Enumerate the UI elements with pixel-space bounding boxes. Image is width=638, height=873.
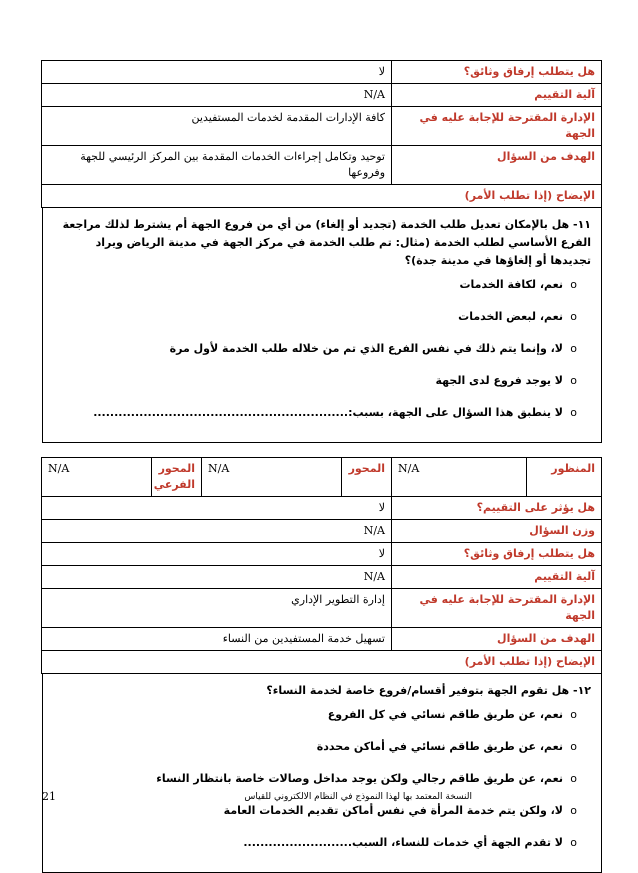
radio-circle-icon[interactable]: o (570, 374, 577, 387)
row-value: توحيد وتكامل إجراءات الخدمات المقدمة بين المركز الرئيسي للجهة وفروعها (42, 146, 392, 185)
row-value: N/A (42, 84, 392, 107)
row-label: هل يتطلب إرفاق وثائق؟ (392, 543, 602, 566)
row-label: الإدارة المقترحة للإجابة عليه في الجهة (392, 589, 602, 628)
table-row (42, 84, 602, 107)
row-value: لا (42, 497, 392, 520)
table-row (42, 61, 602, 84)
answer-option[interactable] (53, 738, 577, 756)
row-label: الإيضاح (إذا تطلب الأمر) (42, 185, 602, 208)
row-value: تسهيل خدمة المستفيدين من النساء (42, 628, 392, 651)
axis-label: المحور (342, 458, 392, 497)
perspective-label: المنظور (527, 458, 602, 497)
answer-options (53, 276, 591, 422)
answer-option[interactable] (53, 770, 577, 788)
answer-option[interactable] (53, 404, 577, 422)
subaxis-label: المحور الفرعي (152, 458, 202, 497)
option-label: لا تقدم الجهة أي خدمات للنساء، السبب.......................... (243, 836, 563, 849)
radio-circle-icon[interactable]: o (570, 310, 577, 323)
question-12-meta-table (41, 457, 602, 674)
table-row (42, 146, 602, 185)
question-text: ١٢- هل تقوم الجهة بتوفير أقسام/فروع خاصة لخدمة النساء؟ (266, 684, 591, 697)
table-row (42, 107, 602, 146)
row-label: الهدف من السؤال (392, 146, 602, 185)
radio-circle-icon[interactable]: o (570, 836, 577, 849)
answer-option[interactable] (53, 340, 577, 358)
row-label: آلية التقييم (392, 566, 602, 589)
row-label: الإدارة المقترحة للإجابة عليه في الجهة (392, 107, 602, 146)
table-row (42, 651, 602, 674)
radio-circle-icon[interactable]: o (570, 278, 577, 291)
table-row (42, 589, 602, 628)
row-value: لا (42, 543, 392, 566)
row-value: إدارة التطوير الإداري (42, 589, 392, 628)
table-row (42, 628, 602, 651)
option-label: نعم، لكافة الخدمات (459, 278, 563, 291)
answer-option[interactable] (53, 276, 577, 294)
footer-note: النسخة المعتمد بها لهذا النموذج في النظام الالكتروني للقياس (244, 792, 472, 802)
radio-circle-icon[interactable]: o (570, 804, 577, 817)
option-label: نعم، عن طريق طاقم نسائي في أماكن محددة (316, 740, 563, 753)
table-row (42, 566, 602, 589)
answer-option[interactable] (53, 802, 577, 820)
perspective-value: N/A (392, 458, 527, 497)
answer-option[interactable] (53, 834, 577, 852)
row-label: الإيضاح (إذا تطلب الأمر) (42, 651, 602, 674)
form-page (42, 60, 602, 873)
radio-circle-icon[interactable]: o (570, 740, 577, 753)
table-row (42, 520, 602, 543)
axis-value: N/A (202, 458, 342, 497)
option-label: نعم، عن طريق طاقم رجالي ولكن يوجد مداخل وصالات خاصة بانتظار النساء (156, 772, 563, 785)
answer-option[interactable] (53, 308, 577, 326)
table-row (42, 458, 602, 497)
option-label: لا، وإنما يتم ذلك في نفس الفرع الذي تم من خلاله طلب الخدمة لأول مرة (169, 342, 563, 355)
answer-option[interactable] (53, 372, 577, 390)
page-number: 21 (42, 790, 56, 803)
row-value: N/A (42, 566, 392, 589)
table-row (42, 543, 602, 566)
table-row (42, 497, 602, 520)
question-12-box (42, 674, 602, 873)
row-label: وزن السؤال (392, 520, 602, 543)
option-label: نعم، لبعض الخدمات (458, 310, 563, 323)
question-text: ١١- هل بالإمكان تعديل طلب الخدمة (تجديد أو إلغاء) من أي من فروع الجهة أم يشترط لذلك مراجعة الفرع الأساسي لطلب الخدمة (مثال: تم طلب الخدمة في مركز الجهة في مدينة الرياض ويراد تجديدها أو إلغاؤها في مدينة جدة)؟ (62, 218, 591, 267)
option-label: نعم، عن طريق طاقم نسائي في كل الفروع (327, 708, 563, 721)
question-11-meta-table (41, 60, 602, 208)
row-label: الهدف من السؤال (392, 628, 602, 651)
option-label: لا يوجد فروع لدى الجهة (435, 374, 563, 387)
table-row (42, 185, 602, 208)
option-label: لا ينطبق هذا السؤال على الجهة، بسبب:............................................................. (93, 406, 563, 419)
radio-circle-icon[interactable]: o (570, 772, 577, 785)
row-value: N/A (42, 520, 392, 543)
radio-circle-icon[interactable]: o (570, 342, 577, 355)
row-label: آلية التقييم (392, 84, 602, 107)
row-label: هل يتطلب إرفاق وثائق؟ (392, 61, 602, 84)
question-11-box (42, 208, 602, 443)
row-value: لا (42, 61, 392, 84)
row-label: هل يؤثر على التقييم؟ (392, 497, 602, 520)
radio-circle-icon[interactable]: o (570, 708, 577, 721)
row-value: كافة الإدارات المقدمة لخدمات المستفيدين (42, 107, 392, 146)
subaxis-value: N/A (42, 458, 152, 497)
radio-circle-icon[interactable]: o (570, 406, 577, 419)
answer-options (53, 706, 591, 852)
option-label: لا، ولكن يتم خدمة المرأة في نفس أماكن تقديم الخدمات العامة (223, 804, 563, 817)
answer-option[interactable] (53, 706, 577, 724)
